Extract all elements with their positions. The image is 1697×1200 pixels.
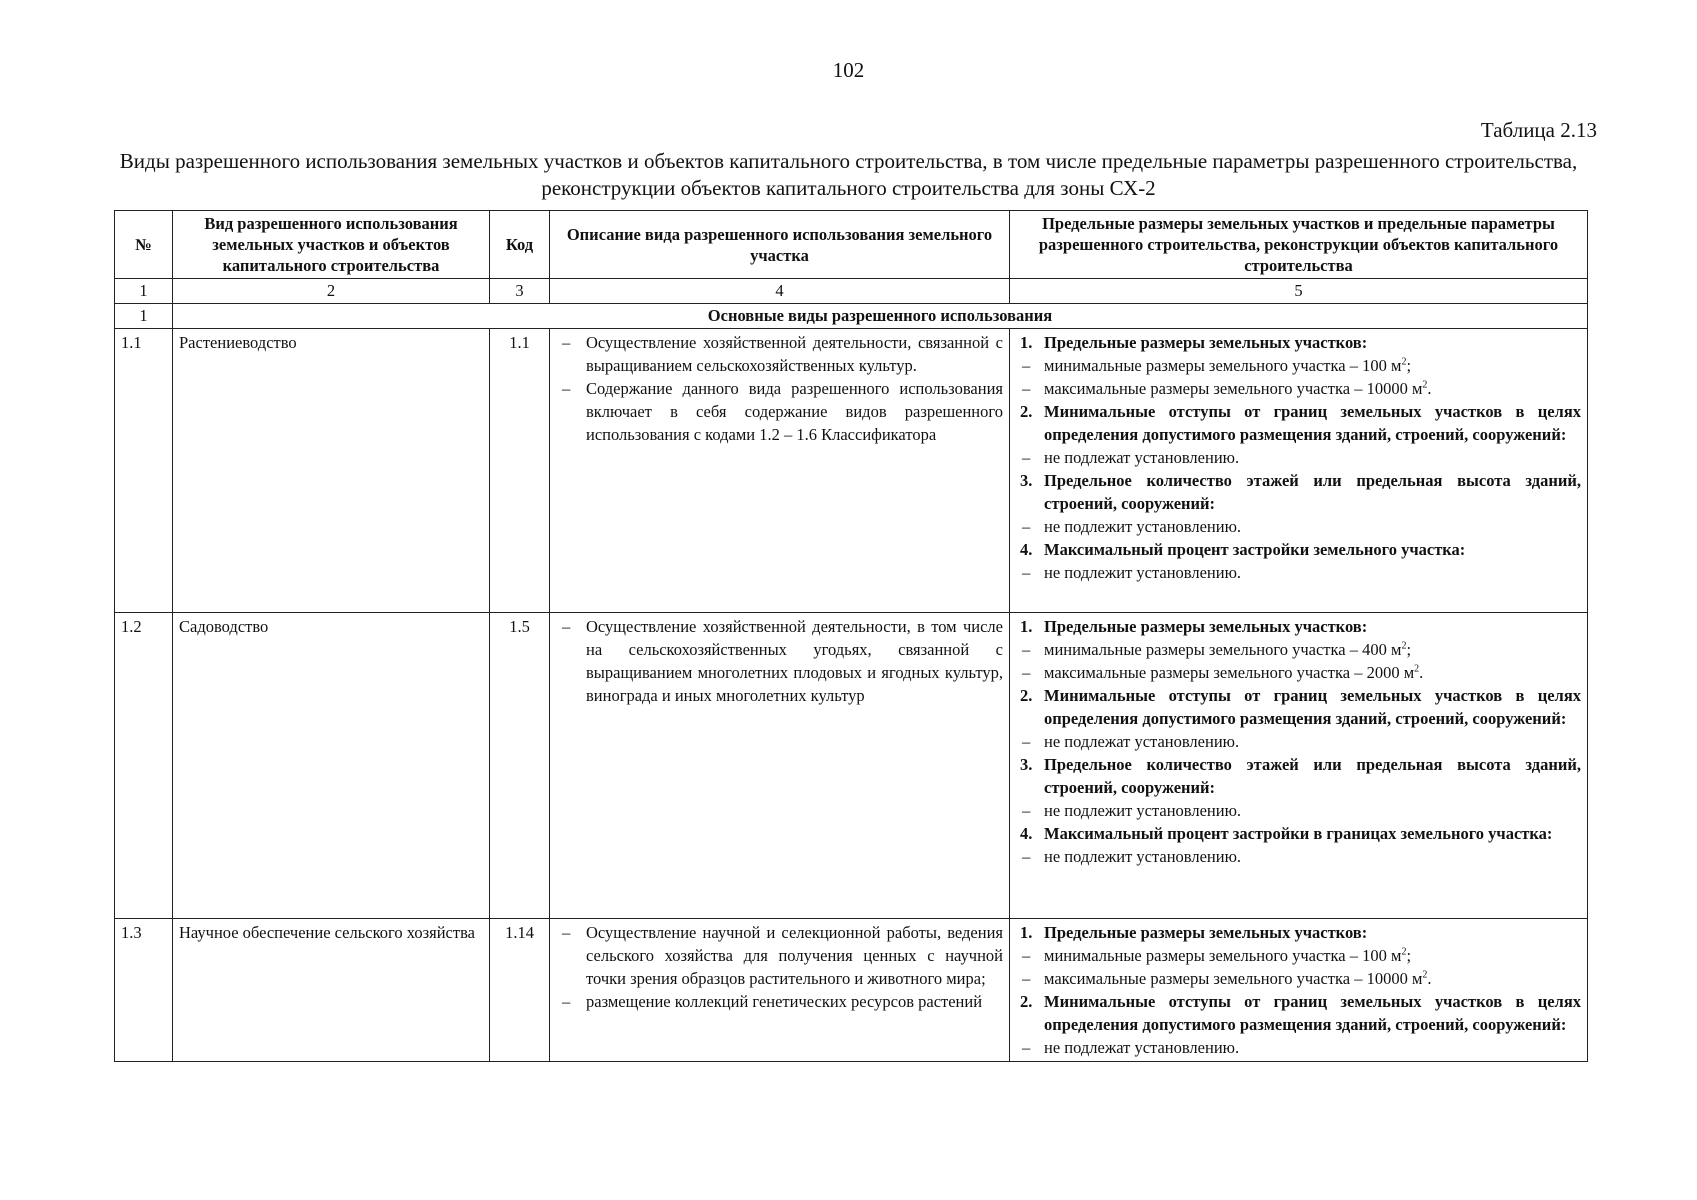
param-value: – не подлежит установлению. <box>1016 561 1581 584</box>
column-index-row <box>115 279 1588 304</box>
row-num: 1.2 <box>115 613 173 919</box>
row-params <box>1010 613 1588 919</box>
row-description <box>550 329 1010 613</box>
param-heading: 4. Максимальный процент застройки в границах земельного участка: <box>1020 824 1553 843</box>
table-row <box>115 613 1588 919</box>
row-description <box>550 613 1010 919</box>
table-label: Таблица 2.13 <box>1480 118 1597 142</box>
description-item: – Содержание данного вида разрешенного использования включает в себя содержание видов разрешенного использования с кодами 1.2 – 1.6 Классификатора <box>556 377 1003 446</box>
header-params: Предельные размеры земельных участков и предельные параметры разрешенного строительства, реконструкции объектов капитального строительства <box>1010 211 1588 279</box>
param-value: – не подлежат установлению. <box>1016 730 1581 753</box>
row-code: 1.1 <box>490 329 550 613</box>
description-item: – Осуществление хозяйственной деятельности, в том числе на сельскохозяйственных угодьях, связанной с выращиванием многолетних плодовых и ягодных культур, винограда и иных многолетних культур <box>556 615 1003 707</box>
row-description <box>550 919 1010 1062</box>
row-code: 1.5 <box>490 613 550 919</box>
row-code: 1.14 <box>490 919 550 1062</box>
column-index: 1 <box>115 279 173 304</box>
column-index: 4 <box>550 279 1010 304</box>
row-params <box>1010 919 1588 1062</box>
param-heading: 3. Предельное количество этажей или предельная высота зданий, строений, сооружений: <box>1020 471 1581 513</box>
param-heading: 2. Минимальные отступы от границ земельных участков в целях определения допустимого размещения зданий, строений, сооружений: <box>1020 402 1581 444</box>
column-index: 3 <box>490 279 550 304</box>
param-heading: 1. Предельные размеры земельных участков: <box>1020 333 1368 352</box>
table-row <box>115 919 1588 1062</box>
param-value: – не подлежит установлению. <box>1016 515 1581 538</box>
param-value: – максимальные размеры земельного участка – 10000 $м^2$. <box>1016 967 1581 990</box>
header-num: № <box>115 211 173 279</box>
param-heading: 2. Минимальные отступы от границ земельных участков в целях определения допустимого размещения зданий, строений, сооружений: <box>1020 686 1581 728</box>
section-title: Основные виды разрешенного использования <box>173 304 1588 329</box>
table-title: Виды разрешенного использования земельных участков и объектов капитального строительства, в том числе предельные параметры разрешенного строительства, реконструкции объектов капитального строительства для зоны СХ-2 <box>119 149 1578 200</box>
param-heading: 1. Предельные размеры земельных участков: <box>1020 617 1368 636</box>
column-index: 2 <box>173 279 490 304</box>
param-heading: 2. Минимальные отступы от границ земельных участков в целях определения допустимого размещения зданий, строений, сооружений: <box>1020 992 1581 1034</box>
param-value: – максимальные размеры земельного участка – 10000 $м^2$. <box>1016 377 1581 400</box>
param-value: – не подлежит установлению. <box>1016 845 1581 868</box>
param-heading: 1. Предельные размеры земельных участков: <box>1020 923 1368 942</box>
param-value: – минимальные размеры земельного участка – 100 $м^2$; <box>1016 944 1581 967</box>
table-row <box>115 329 1588 613</box>
param-value: – не подлежат установлению. <box>1016 446 1581 469</box>
page-number: 102 <box>832 58 865 82</box>
row-kind: Растениеводство <box>173 329 490 613</box>
param-value: – максимальные размеры земельного участка – 2000 $м^2$. <box>1016 661 1581 684</box>
row-kind: Садоводство <box>173 613 490 919</box>
header-code: Код <box>490 211 550 279</box>
param-value: – минимальные размеры земельного участка – 100 $м^2$; <box>1016 354 1581 377</box>
section-num: 1 <box>115 304 173 329</box>
param-heading: 3. Предельное количество этажей или предельная высота зданий, строений, сооружений: <box>1020 755 1581 797</box>
row-num: 1.3 <box>115 919 173 1062</box>
param-heading: 4. Максимальный процент застройки земельного участка: <box>1020 540 1466 559</box>
row-kind: Научное обеспечение сельского хозяйства <box>173 919 490 1062</box>
header-row <box>115 211 1588 279</box>
header-kind: Вид разрешенного использования земельных участков и объектов капитального строительства <box>173 211 490 279</box>
row-params <box>1010 329 1588 613</box>
description-item: – Осуществление хозяйственной деятельности, связанной с выращиванием сельскохозяйственных культур. <box>556 331 1003 377</box>
param-value: – минимальные размеры земельного участка – 400 $м^2$; <box>1016 638 1581 661</box>
param-value: – не подлежат установлению. <box>1016 1036 1581 1059</box>
row-num: 1.1 <box>115 329 173 613</box>
description-item: – Осуществление научной и селекционной работы, ведения сельского хозяйства для получения ценных с научной точки зрения образцов растительного и животного мира; <box>556 921 1003 990</box>
column-index: 5 <box>1010 279 1588 304</box>
section-row <box>115 304 1588 329</box>
description-item: – размещение коллекций генетических ресурсов растений <box>556 990 1003 1013</box>
header-description: Описание вида разрешенного использования земельного участка <box>550 211 1010 279</box>
param-value: – не подлежит установлению. <box>1016 799 1581 822</box>
zoning-table <box>114 210 1588 1062</box>
